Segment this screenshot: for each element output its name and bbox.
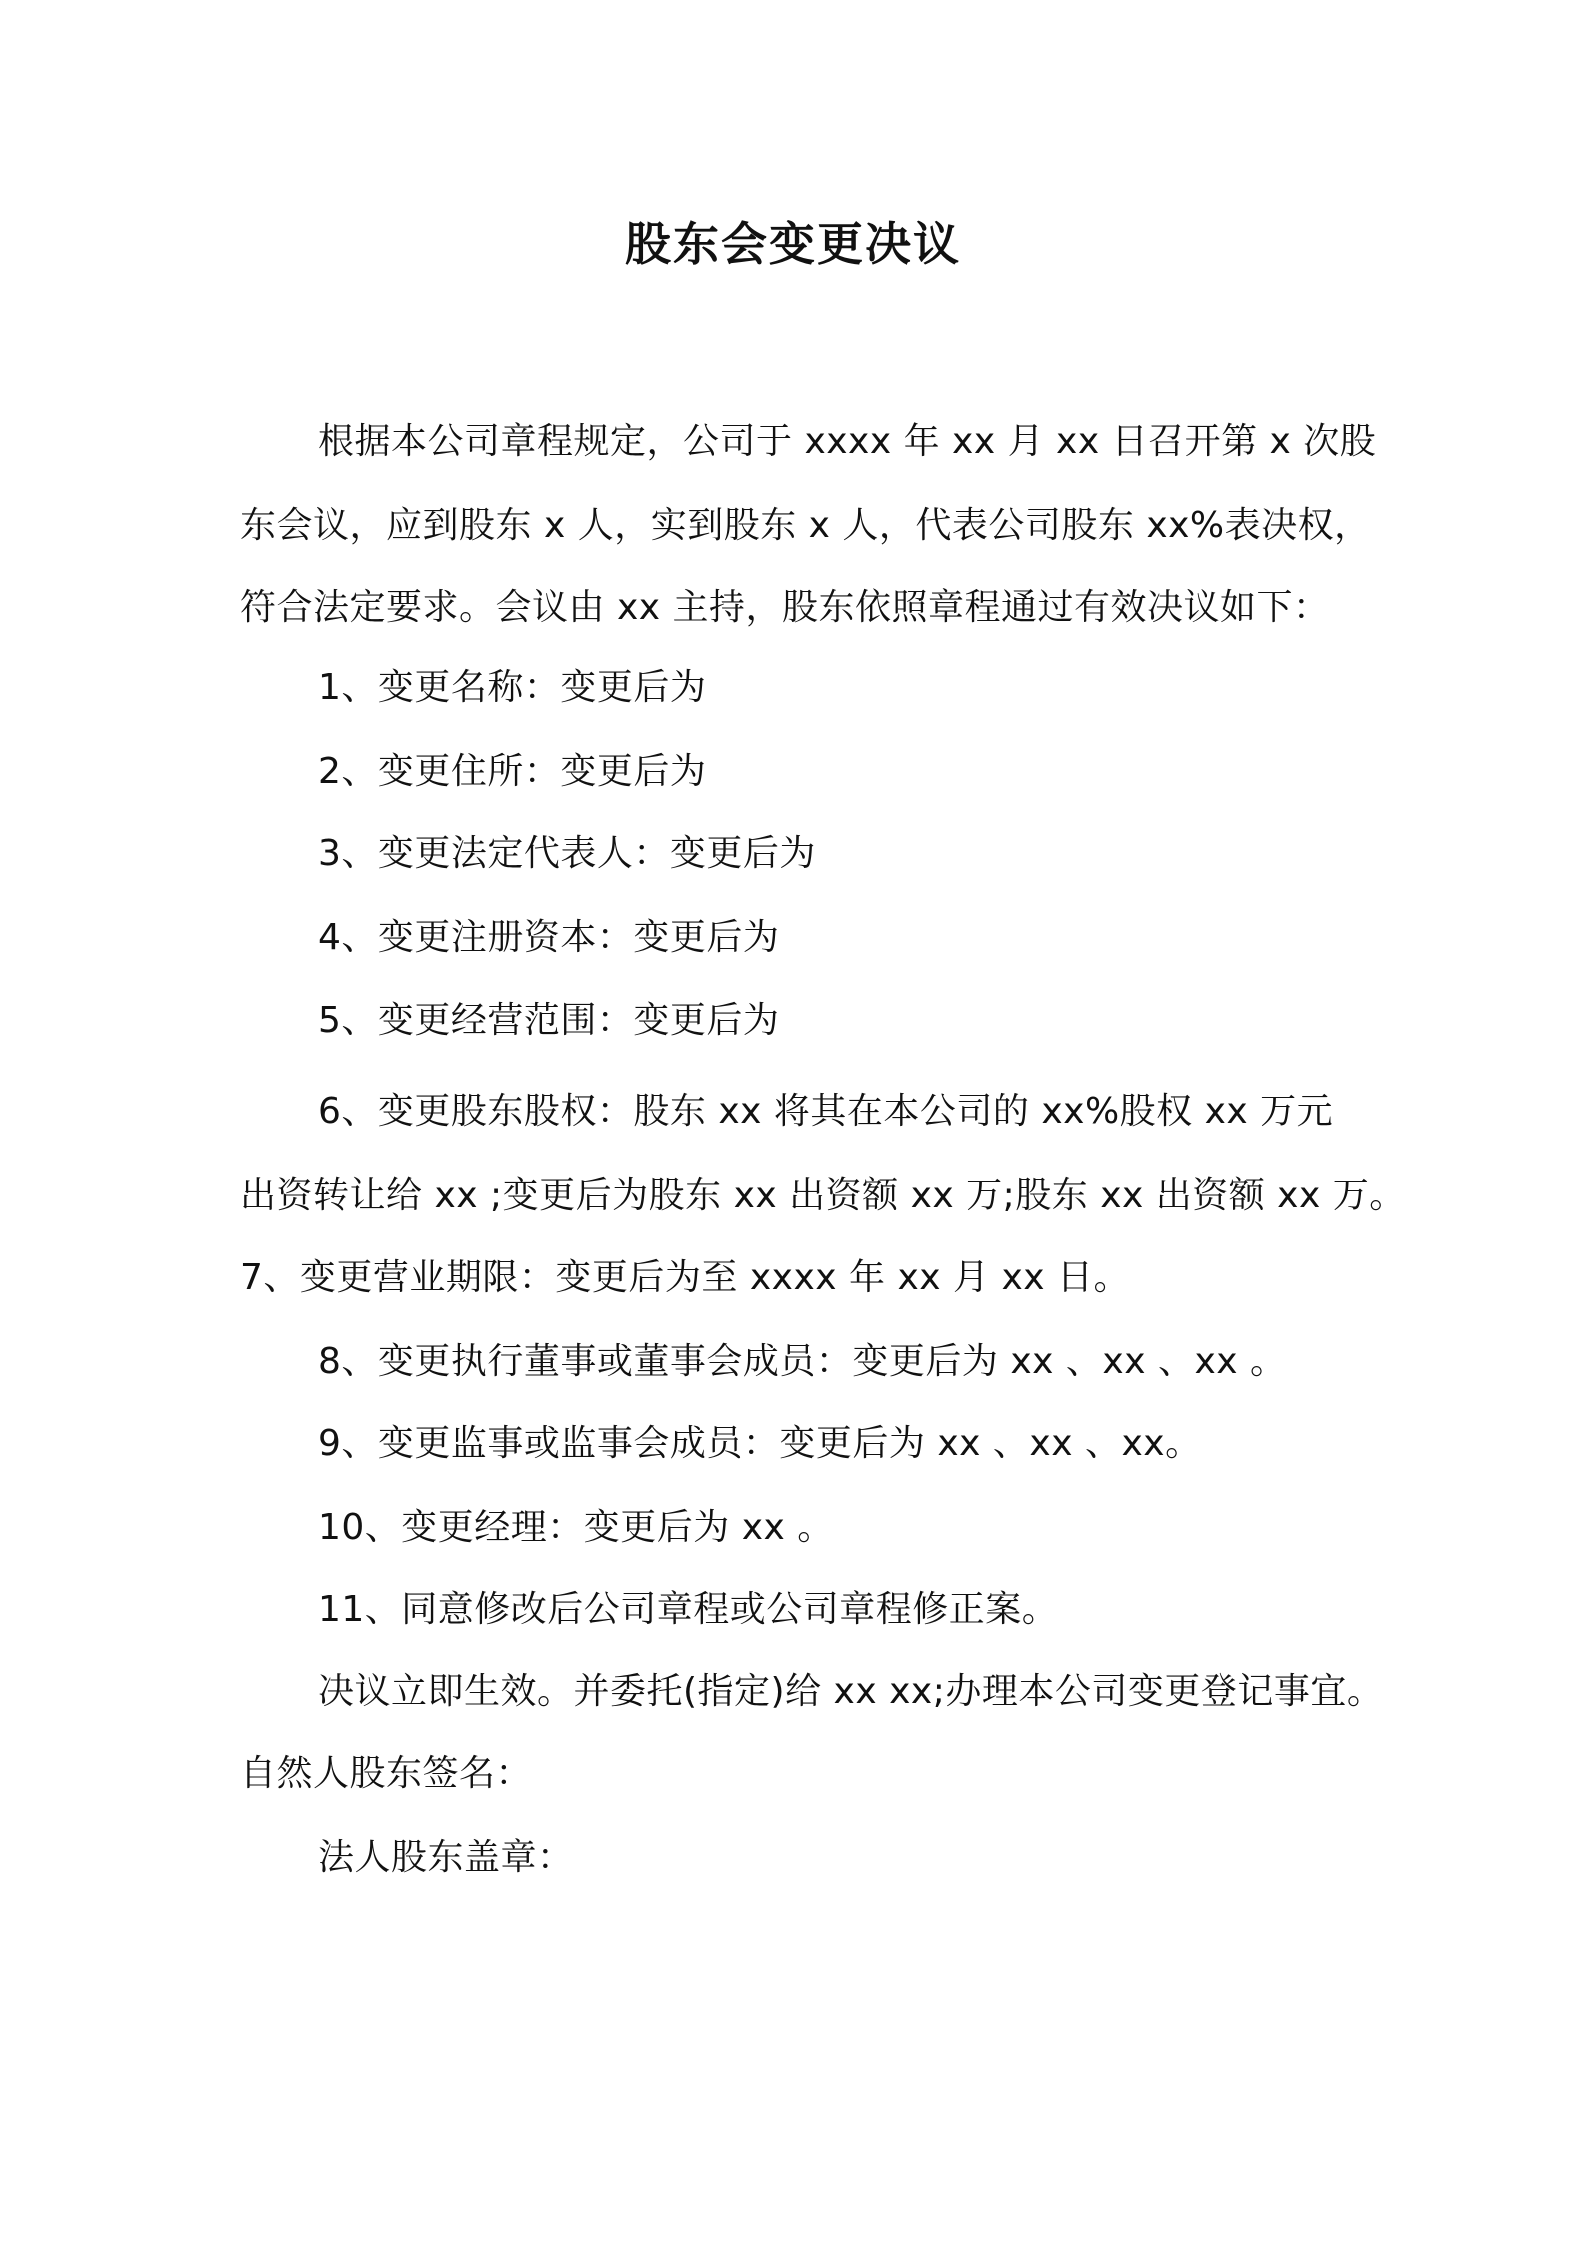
- paragraph-line: 符合法定要求。会议由 xx 主持，股东依照章程通过有效决议如下：: [240, 587, 1330, 628]
- resolution-item: 11、同意修改后公司章程或公司章程修正案。: [318, 1589, 1059, 1630]
- paragraph-line: 根据本公司章程规定，公司于 xxxx 年 xx 月 xx 日召开第 x 次股: [318, 421, 1377, 462]
- closing-statement: 决议立即生效。并委托(指定)给 xx xx;办理本公司变更登记事宜。: [318, 1671, 1384, 1712]
- paragraph-line: 出资转让给 xx ;变更后为股东 xx 出资额 xx 万;股东 xx 出资额 xx 万。: [240, 1175, 1406, 1216]
- resolution-item: 6、变更股东股权：股东 xx 将其在本公司的 xx%股权 xx 万元: [318, 1091, 1334, 1132]
- paragraph-line: 东会议，应到股东 x 人，实到股东 x 人，代表公司股东 xx%表决权，: [240, 505, 1371, 546]
- resolution-item: 4、变更注册资本：变更后为: [318, 917, 780, 958]
- document-title: 股东会变更决议: [625, 217, 961, 271]
- resolution-item: 5、变更经营范围：变更后为: [318, 1000, 780, 1041]
- resolution-item: 7、变更营业期限：变更后为至 xxxx 年 xx 月 xx 日。: [240, 1257, 1131, 1298]
- resolution-item: 1、变更名称：变更后为: [318, 667, 707, 708]
- resolution-item: 8、变更执行董事或董事会成员：变更后为 xx 、xx 、xx 。: [318, 1341, 1287, 1382]
- resolution-item: 10、变更经理：变更后为 xx 。: [318, 1507, 834, 1548]
- resolution-item: 2、变更住所：变更后为: [318, 751, 707, 792]
- resolution-item: 3、变更法定代表人：变更后为: [318, 833, 816, 874]
- resolution-item: 9、变更监事或监事会成员：变更后为 xx 、xx 、xx。: [318, 1423, 1202, 1464]
- signature-label-natural-person: 自然人股东签名：: [240, 1753, 533, 1794]
- seal-label-legal-person: 法人股东盖章：: [318, 1837, 574, 1878]
